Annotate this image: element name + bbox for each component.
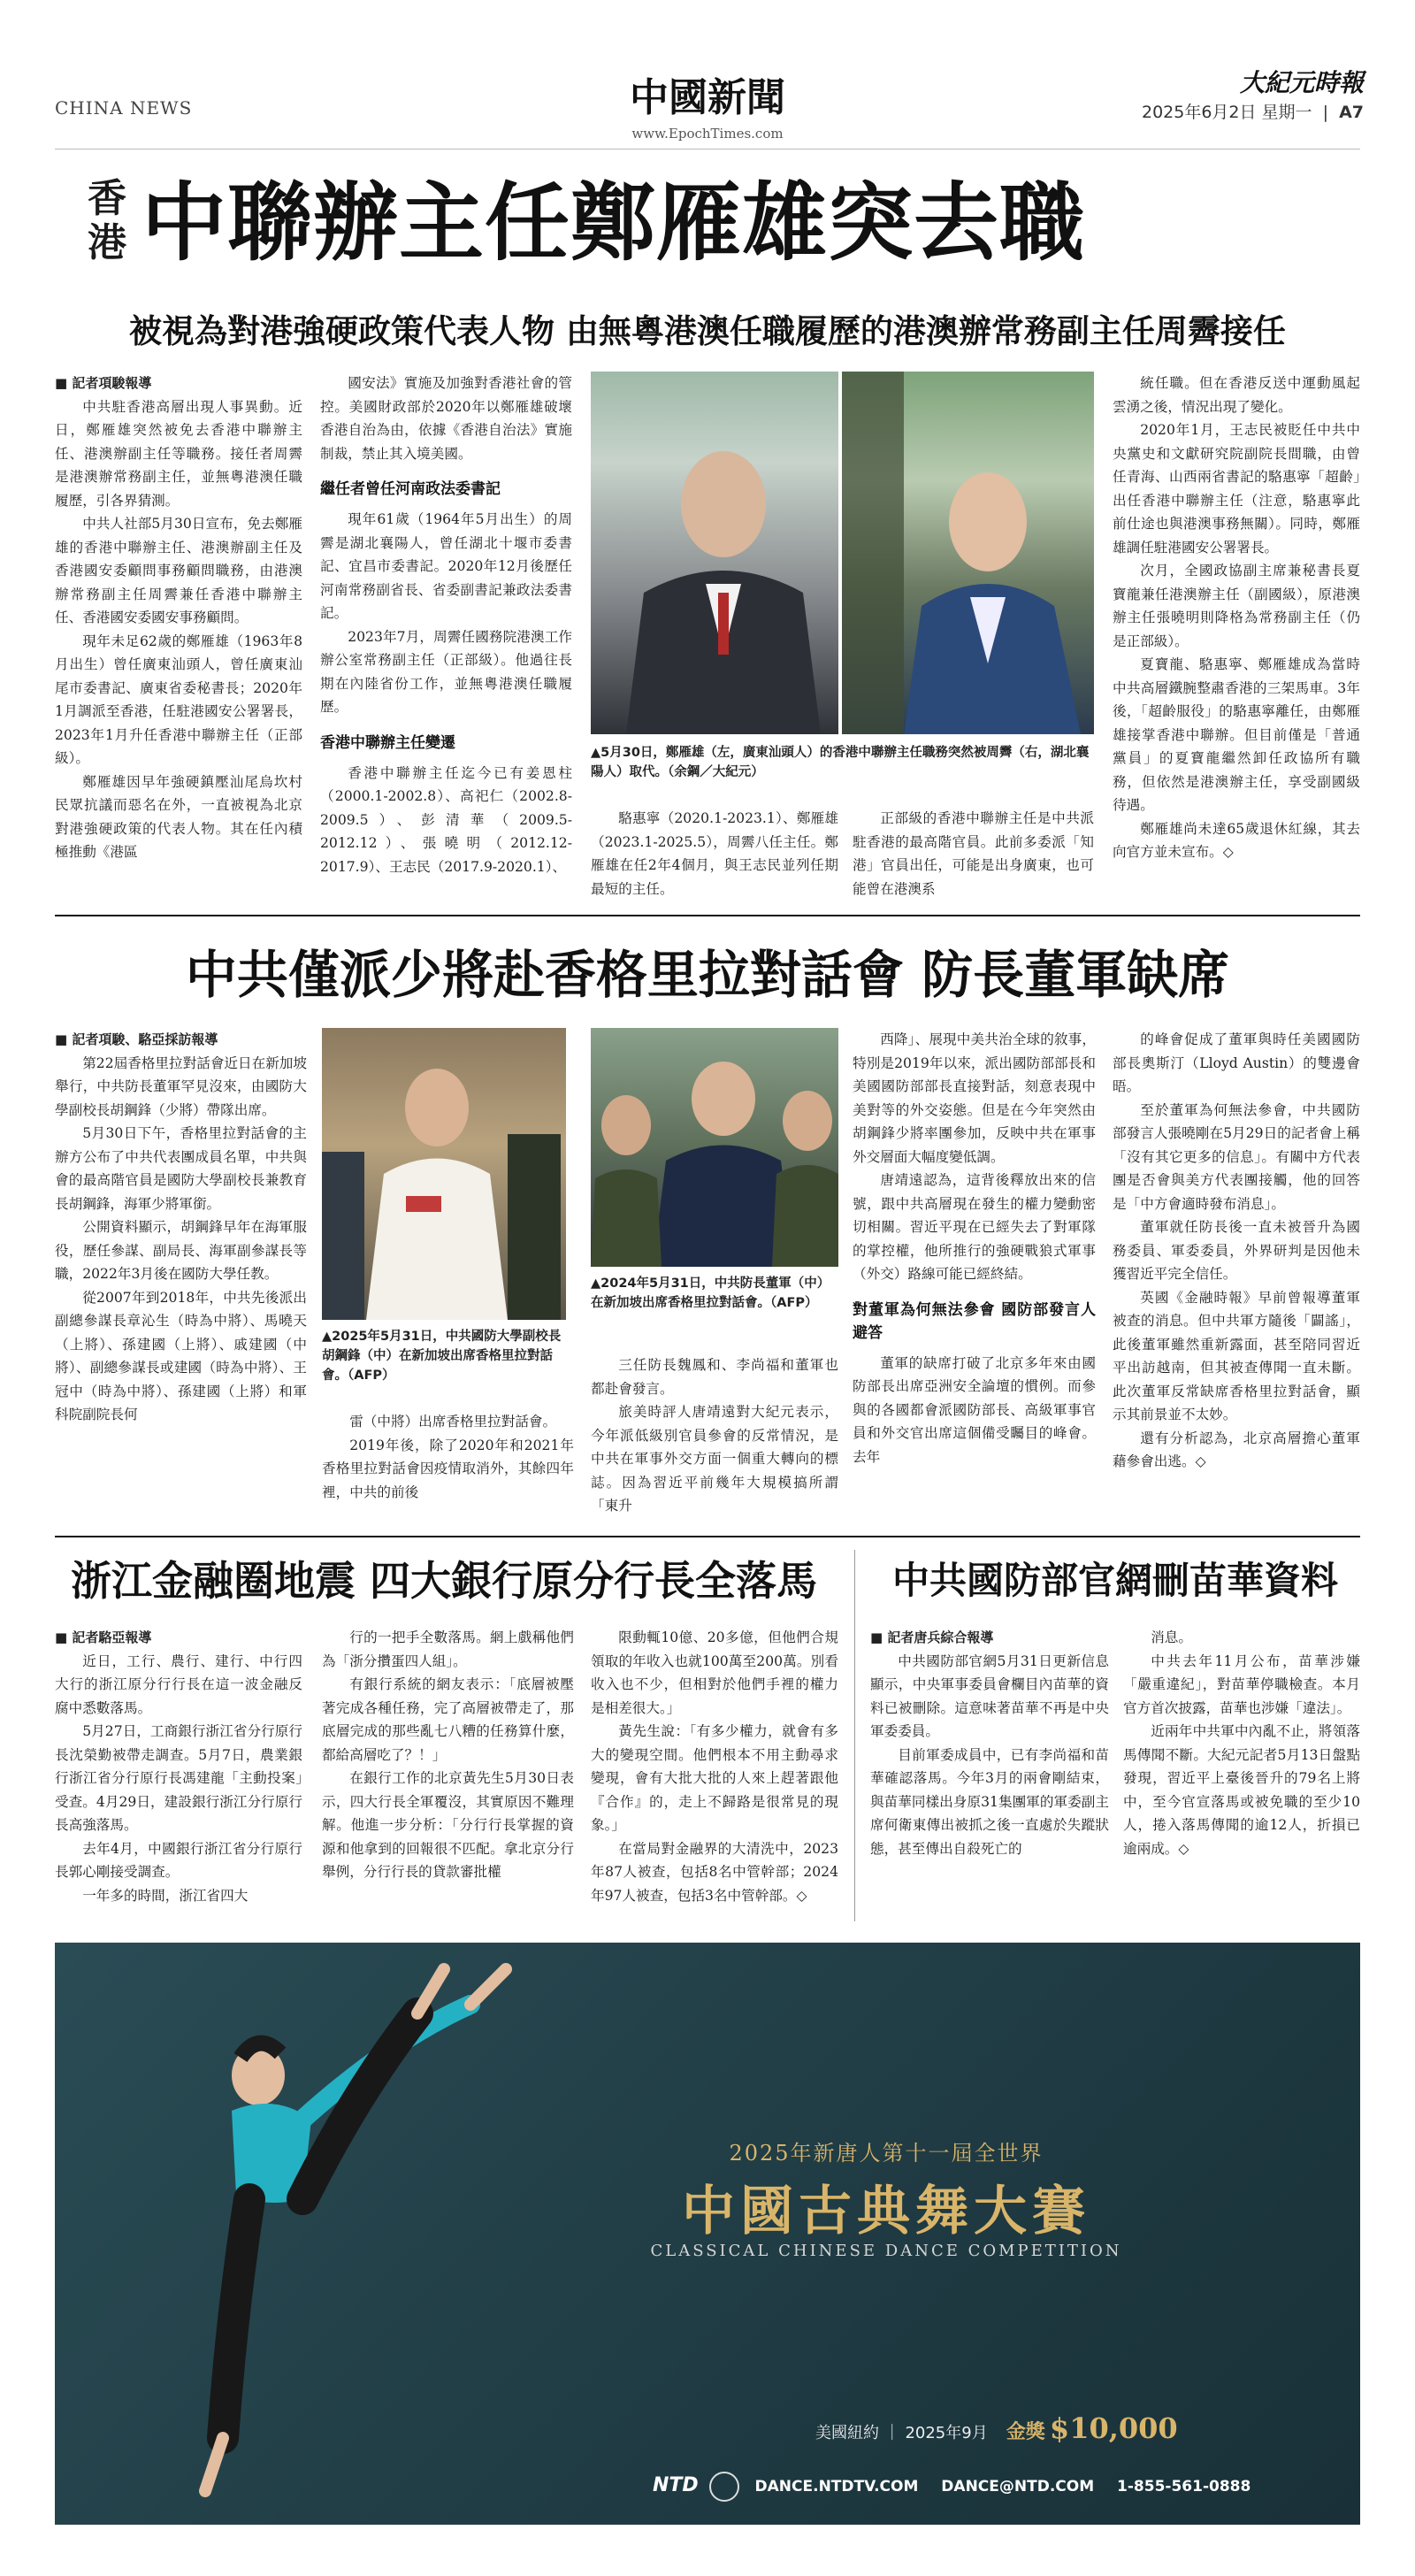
story2-col4 <box>853 1028 1096 1550</box>
ad-contact-row <box>653 2472 1251 2502</box>
story3-headline: 浙江金融圈地震 四大銀行原分行長全落馬 <box>70 1557 817 1605</box>
paragraph: 行的一把手全數落馬。網上戲稱他們為「浙分攢蛋四人組」。 <box>322 1629 574 1669</box>
paragraph: 目前軍委成員中，已有李尚福和苗華確認落馬。今年3月的兩會剛結束，與苗華同樣出身原31集團軍的軍委副主席何衛東傳出被抓之後一直處於失蹤狀態，甚至傳出自殺死亡的 <box>870 1746 1109 1857</box>
photo-officer-white-uniform <box>322 1028 566 1320</box>
photo-dong-jun <box>591 1028 838 1267</box>
ad-site-link[interactable]: DANCE.NTDTV.COM <box>754 2478 919 2496</box>
paragraph: 鄭雁雄因早年強硬鎮壓汕尾烏坎村民眾抗議而惡名在外，一直被視為北京對港強硬政策的代表人物。其在任內積極推動《港區 <box>55 773 302 860</box>
ntd-logo: NTD <box>653 2474 699 2496</box>
photo-portrait-right <box>842 372 1094 734</box>
paragraph: 的峰會促成了董軍與時任美國國防部長奧斯汀（Lloyd Austin）的雙邊會晤。 <box>1113 1031 1360 1094</box>
dancer-figure <box>126 1943 585 2525</box>
paragraph: 去年4月，中國銀行浙江省分行原行長郭心剛接受調查。 <box>55 1840 302 1880</box>
paragraph: 公開資料顯示，胡鋼鋒早年在海軍服役，歷任參謀、副局長、海軍副參謀長等職，2022年3月後在國防大學任教。 <box>55 1219 307 1282</box>
subhead: 對董軍為何無法參會 國防部發言人避答 <box>853 1300 1096 1342</box>
paragraph: 鄭雁雄尚未達65歲退休紅線，其去向官方並未宣布。◇ <box>1113 820 1360 860</box>
region-tag-char: 香 <box>88 176 126 221</box>
photo-portrait-left <box>591 372 838 734</box>
paragraph: 近日，工行、農行、建行、中行四大行的浙江原分行行長在這一波金融反腐中悉數落馬。 <box>55 1652 302 1716</box>
paragraph: 旅美時評人唐靖遠對大紀元表示，今年派低級別官員參會的反常情況，是中共在軍事外交方面一個重大轉向的標誌。因為習近平前幾年大規模搞所謂「東升 <box>591 1404 838 1514</box>
section-rule <box>55 1536 1360 1537</box>
paragraph: 有銀行系統的網友表示：「底層被壓著完成各種任務，完了高層被帶走了，那底層完成的那些亂七八糟的任務算什麼，都給高層吃了？！」 <box>322 1676 574 1763</box>
paragraph: 5月30日下午，香格里拉對話會的主辦方公布了中共代表團成員名單，中共與會的最高階官員是國防大學副校長兼教育長胡鋼鋒，海軍少將軍銜。 <box>55 1125 307 1212</box>
paper-name: 大紀元時報 <box>1239 68 1364 97</box>
paragraph: 中共國防部官網5月31日更新信息顯示，中央軍事委員會欄目內苗華的資料已被刪除。這意味著苗華不再是中央軍委委員。 <box>870 1652 1109 1739</box>
ad-event-info <box>815 2411 1178 2445</box>
story2-photo2-caption: ▲2024年5月31日，中共防長董軍（中）在新加坡出席香格里拉對話會。（AFP） <box>591 1276 830 1310</box>
ntd-emblem-icon <box>709 2472 739 2502</box>
section-label-en: CHINA NEWS <box>55 97 193 119</box>
paragraph: 在當局對金融界的大清洗中，2023年87人被查，包括8名中管幹部；2024年97人被查，包括3名中管幹部。◇ <box>591 1840 838 1904</box>
paragraph: 中共人社部5月30日宣布，免去鄭雁雄的香港中聯辦主任、港澳辦副主任及香港國安委顧問事務顧問職務，由港澳辦常務副主任周霽兼任香港中聯辦主任、香港國安委國安事務顧問。 <box>55 516 302 625</box>
ad-prize-label: 金獎 <box>1006 2421 1045 2443</box>
ad-prize-amount: $10,000 <box>1049 2411 1178 2445</box>
story2-headline: 中共僅派少將赴香格里拉對話會 防長董軍缺席 <box>185 945 1230 1005</box>
paragraph: 黃先生說：「有多少權力，就會有多大的變現空間。他們根本不用主動尋求變現，會有大批大批的人來上趕著跟他『合作』的，走上不歸路是很常見的現象。」 <box>591 1723 838 1833</box>
website-url: www.EpochTimes.com <box>631 126 784 142</box>
dance-competition-ad[interactable] <box>55 1943 1360 2525</box>
story1-headline: 中聯辦主任鄭雁雄突去職 <box>142 173 1085 272</box>
paragraph: 駱惠寧（2020.1-2023.1）、鄭雁雄（2023.1-2025.5），周霽八任主任。鄭雁雄在任2年4個月，與王志民並列任期最短的主任。 <box>591 810 838 897</box>
masthead-rule <box>55 149 1360 150</box>
paragraph: 香港中聯辦主任迄今已有姜恩柱（2000.1-2002.8）、高祀仁（2002.8-2009.5）、彭清華（2009.5-2012.12）、張曉明（2012.12-2017.9）、王志民（2017.9-2020.1）、 <box>320 764 572 875</box>
paragraph: 從2007年到2018年，中共先後派出副總參謀長章沁生（時為中將）、馬曉天（上將）、孫建國（上將）、戚建國（中將）、副總參謀長或建國（時為中將）、王冠中（時為中將）、孫建國（上將）和軍科院副院長何 <box>55 1289 307 1422</box>
paragraph: 2020年1月，王志民被貶任中共中央黨史和文獻研究院副院長間職，由曾任青海、山西兩省書記的駱惠寧「超齡」出任香港中聯辦主任（注意，駱惠寧此前仕途也與港澳事務無關）。同時，鄭雁雄調任駐港國安公署署長。 <box>1113 422 1360 556</box>
story4-col1 <box>870 1626 1109 1930</box>
paragraph: 英國《金融時報》早前曾報導董軍被查的消息。但中共軍方隨後「闢謠」，此後董軍雖然重新露面，甚至陪同習近平出訪越南，但其被查傳聞一直未斷。此次董軍反常缺席香格里拉對話會，顯示其前景並不太妙。 <box>1113 1289 1360 1422</box>
paragraph: 夏寶龍、駱惠寧、鄭雁雄成為當時中共高層鐵腕整肅香港的三架馬車。3年後，「超齡服役」的駱惠寧離任，由鄭雁雄接掌香港中聯辦。但目前僅是「普通黨員」的夏寶龍繼然卸任政協所有職務，但依然是港澳辦主任，享受副國級待遇。 <box>1113 656 1360 813</box>
story3-col2 <box>322 1626 574 1930</box>
region-tag-char: 港 <box>88 220 126 265</box>
photo-officers-group <box>591 1028 838 1267</box>
photo-zheng-yanxiong <box>591 372 838 734</box>
photo-hu-gangfeng <box>322 1028 566 1320</box>
ad-title: 中國古典舞大賽 <box>682 2181 1090 2242</box>
story1-col3 <box>591 807 838 904</box>
story4-headline: 中共國防部官網刪苗華資料 <box>891 1559 1338 1602</box>
paragraph: 第22屆香格里拉對話會近日在新加坡舉行，中共防長董軍罕見沒來，由國防大學副校長胡鋼鋒（少將）帶隊出席。 <box>55 1054 307 1118</box>
subhead: 香港中聯辦主任變遷 <box>320 733 455 752</box>
paragraph: 中共去年11月公布，苗華涉嫌「嚴重違紀」，對苗華停職檢查。本月官方首次披露，苗華也涉嫌「違法」。 <box>1123 1652 1360 1716</box>
issue-date: 2025年6月2日 星期一 <box>1141 103 1312 122</box>
byline: ■ 記者項駿、駱亞採訪報導 <box>55 1031 218 1047</box>
ad-email-link[interactable]: DANCE@NTD.COM <box>941 2478 1095 2496</box>
story1-col2 <box>320 372 572 902</box>
story3-col3 <box>591 1626 838 1930</box>
story2-col2b <box>322 1410 574 1550</box>
paragraph: 統任職。但在香港反送中運動風起雲湧之後，情況出現了變化。 <box>1113 375 1360 415</box>
paragraph: 現年61歲（1964年5月出生）的周霽是湖北襄陽人，曾任湖北十堰市委書記、宜昌市委書記。2020年12月後歷任河南常務副省長、省委副書記兼政法委書記。 <box>320 511 572 621</box>
story1-col5 <box>1113 372 1360 902</box>
story1-subheadline: 被視為對港強硬政策代表人物 由無粵港澳任職履歷的港澳辦常務副主任周霽接任 <box>129 312 1286 350</box>
paragraph: 2019年後，除了2020年和2021年香格里拉對話會因疫情取消外，其餘四年裡，中共的前後 <box>322 1437 574 1500</box>
photo-zhou-ji <box>842 372 1094 734</box>
separator: | <box>1322 103 1329 122</box>
paragraph: 至於董軍為何無法參會，中共國防部發言人張曉剛在5月29日的記者會上稱「沒有其它更多的信息」。有關中方代表團是否會與美方代表團接觸，他的回答是「中方會適時發布消息」。 <box>1113 1101 1360 1212</box>
story2-col3b <box>591 1353 838 1550</box>
paragraph: 次月，全國政協副主席兼秘書長夏寶龍兼任港澳辦主任（副國級），原港澳辦主任張曉明則降格為常務副主任（仍是正部級）。 <box>1113 563 1360 649</box>
story1-col1 <box>55 372 302 902</box>
region-tag <box>85 177 129 265</box>
story1-col4 <box>853 807 1094 904</box>
paragraph: 消息。 <box>1151 1629 1192 1645</box>
byline: ■ 記者唐兵綜合報導 <box>870 1629 994 1645</box>
page-number: A7 <box>1339 103 1364 122</box>
story2-photo1-caption: ▲2025年5月31日，中共國防大學副校長胡鋼鋒（中）在新加坡出席香格里拉對話會。（AFP） <box>322 1330 562 1383</box>
paragraph: 三任防長魏鳳和、李尚福和董軍也都赴會發言。 <box>591 1357 838 1397</box>
paragraph: 董軍的缺席打破了北京多年來由國防部長出席亞洲安全論壇的慣例。而參與的各國都會派國防部長、高級軍事官員和外交官出席這個備受矚目的峰會。去年 <box>853 1354 1096 1465</box>
paragraph: 一年多的時間，浙江省四大 <box>82 1887 249 1904</box>
paragraph: 董軍就任防長後一直未被晉升為國務委員、軍委委員，外界研判是因他未獲習近平完全信任。 <box>1113 1219 1360 1282</box>
paragraph: 正部級的香港中聯辦主任是中共派駐香港的最高階官員。此前多委派「知港」官員出任，可能是出身廣東，也可能曾在港澳系 <box>853 810 1094 897</box>
story3-col1 <box>55 1626 302 1930</box>
ad-phone: 1-855-561-0888 <box>1117 2478 1251 2496</box>
byline: ■ 記者駱亞報導 <box>55 1629 152 1645</box>
paragraph: 還有分析認為，北京高層擔心董軍藉參會出逃。◇ <box>1113 1430 1360 1469</box>
vertical-divider <box>854 1550 855 1921</box>
story2-col5 <box>1113 1028 1360 1550</box>
paragraph: 在銀行工作的北京黃先生5月30日表示，四大行長全軍覆沒，其實原因不難理解。他進一步分析：「分行行長掌握的資源和他拿到的回報很不匹配。拿北京分行舉例，分行行長的貸款審批權 <box>322 1770 574 1880</box>
paragraph: 5月27日，工商銀行浙江省分行原行長沈榮勤被帶走調查。5月7日，農業銀行浙江省分行原行長馮建龍「主動投案」受查。4月29日，建設銀行浙江分行原行長高強落馬。 <box>55 1723 302 1833</box>
story2-col1 <box>55 1028 307 1550</box>
paragraph: 近兩年中共軍中內亂不止，將領落馬傳聞不斷。大紀元記者5月13日盤點發現，習近平上臺後晉升的79名上將中，至今官宣落馬或被免職的至少10人，捲入落馬傳聞的逾12人，折損已逾兩成。◇ <box>1123 1723 1360 1857</box>
ad-subtitle: CLASSICAL CHINESE DANCE COMPETITION <box>650 2242 1122 2260</box>
paragraph: 唐靖遠認為，這背後釋放出來的信號，跟中共高層現在發生的權力變動密切相關。習近平現在已經失去了對軍隊的掌控權，他所推行的強硬戰狼式軍事（外交）路線可能已經終結。 <box>853 1172 1096 1282</box>
section-rule <box>55 915 1360 916</box>
paragraph: 雷（中將）出席香格里拉對話會。 <box>349 1414 557 1430</box>
subhead: 繼任者曾任河南政法委書記 <box>320 480 501 498</box>
story1-photo-caption: ▲5月30日，鄭雁雄（左，廣東汕頭人）的香港中聯辦主任職務突然被周霽（右，湖北襄陽人）取代。（余鋼／大紀元） <box>591 746 1090 779</box>
ad-line1: 2025年新唐人第十一屆全世界 <box>729 2141 1044 2166</box>
paragraph: 限動輒10億、20多億，但他們合規領取的年收入也就100萬至200萬。別看收入也不少，但相對於他們手裡的權力是相差很大。」 <box>591 1629 838 1716</box>
section-title: 中國新聞 <box>630 75 785 120</box>
paragraph: 現年未足62歲的鄭雁雄（1963年8月出生）曾任廣東汕頭人，曾任廣東汕尾市委書記、廣東省委秘書長；2020年1月調派至香港，任駐港國安公署署長，2023年1月升任香港中聯辦主任（正部級）。 <box>55 632 302 766</box>
ad-location-date: 美國紐約 ｜ 2025年9月 <box>815 2424 988 2442</box>
story4-col2 <box>1123 1626 1360 1930</box>
paragraph: 西降」、展現中美共治全球的敘事，特別是2019年以來，派出國防部部長和美國國防部部長直接對話，刻意表現中美對等的外交姿態。但是在今年突然由胡鋼鋒少將率團參加，反映中共在軍事外交層面大幅度變低調。 <box>853 1031 1096 1165</box>
paragraph: 2023年7月，周霽任國務院港澳工作辦公室常務副主任（正部級）。他過往長期在內陸省份工作，並無粵港澳任職履歷。 <box>320 628 572 715</box>
byline: ■ 記者項駿報導 <box>55 375 152 391</box>
paragraph: 國安法》實施及加強對香港社會的管控。美國財政部於2020年以鄭雁雄破壞香港自治為由，依據《香港自治法》實施制裁，禁止其入境美國。 <box>320 375 572 462</box>
paragraph: 中共駐香港高層出現人事異動。近日，鄭雁雄突然被免去香港中聯辦主任、港澳辦副主任等職務。接任者周霽是港澳辦常務副主任，並無粵港澳任職履歷，引各界猜測。 <box>55 398 302 509</box>
dateline <box>1142 99 1364 123</box>
